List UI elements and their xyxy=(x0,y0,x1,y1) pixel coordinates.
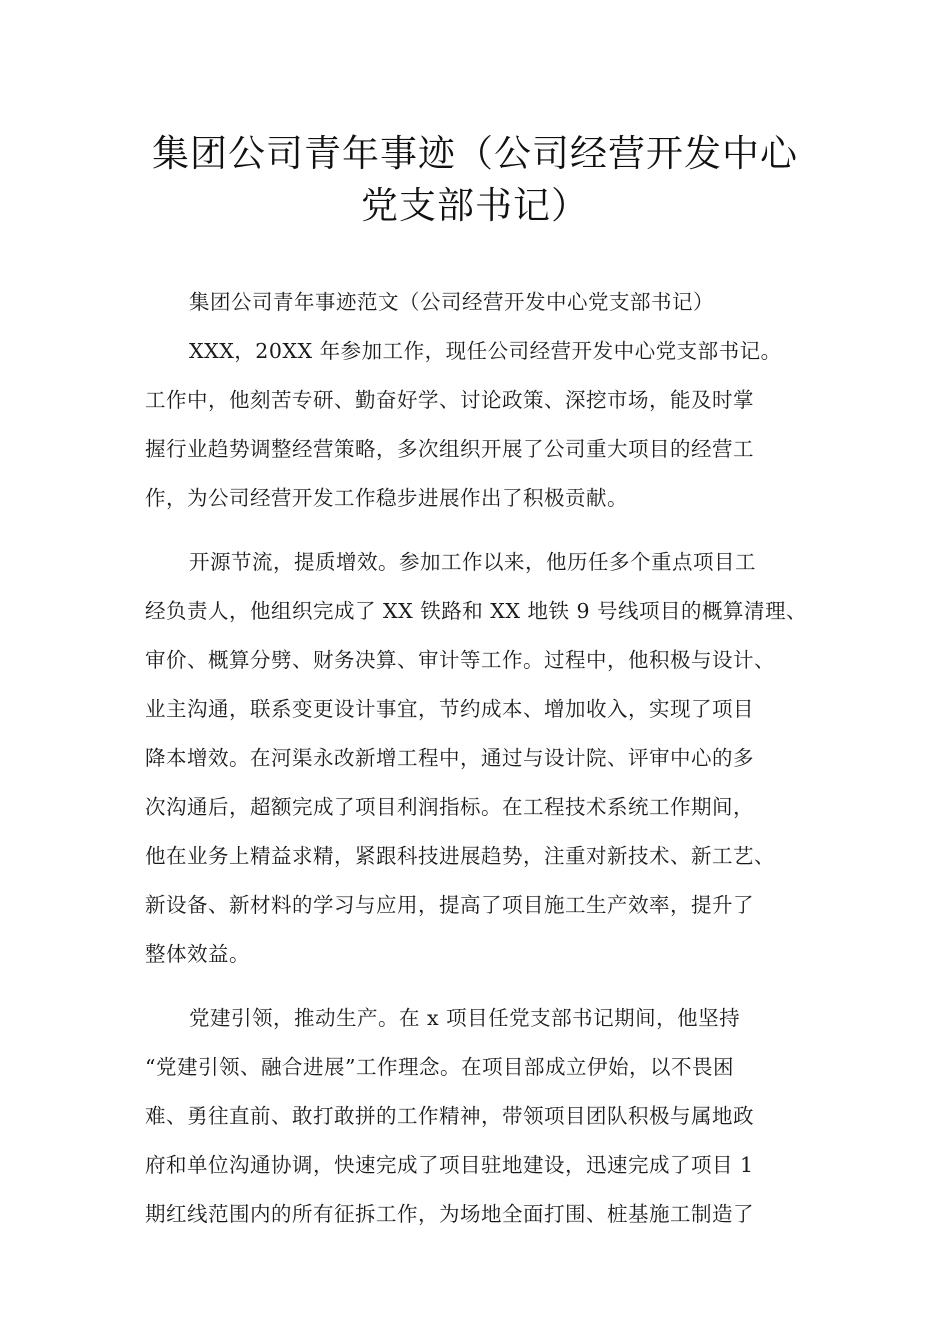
paragraph-1-line: 作，为公司经营开发工作稳步进展作出了积极贡献。 xyxy=(145,486,628,510)
paragraph-2-line: 降本增效。在河渠永改新增工程中，通过与设计院、评审中心的多 xyxy=(145,746,754,770)
title-line-2: 党支部书记） xyxy=(361,184,589,227)
paragraph-2-line: 次沟通后，超额完成了项目利润指标。在工程技术系统工作期间， xyxy=(145,795,754,819)
paragraph-3-line: 府和单位沟通协调，快速完成了项目驻地建设，迅速完成了项目 1 xyxy=(145,1153,754,1177)
paragraph-1-line: XXX，20XX 年参加工作，现任公司经营开发中心党支部书记。 xyxy=(189,339,782,363)
title-line-1: 集团公司青年事迹（公司经营开发中心 xyxy=(152,132,798,175)
document-body xyxy=(145,278,835,1239)
subtitle-line: 集团公司青年事迹范文（公司经营开发中心党支部书记） xyxy=(189,290,714,314)
paragraph-2-line: 业主沟通，联系变更设计事宜，节约成本、增加收入，实现了项目 xyxy=(145,697,754,721)
paragraph-2-line: 他在业务上精益求精，紧跟科技进展趋势，注重对新技术、新工艺、 xyxy=(145,844,775,868)
paragraph-1-line: 握行业趋势调整经营策略，多次组织开展了公司重大项目的经营工 xyxy=(145,437,754,461)
paragraph-1-line: 工作中，他刻苦专研、勤奋好学、讨论政策、深挖市场，能及时掌 xyxy=(145,388,754,412)
paragraph-3-line: “党建引领、融合进展”工作理念。在项目部成立伊始，以不畏困 xyxy=(145,1055,734,1079)
paragraph-3-line: 期红线范围内的所有征拆工作，为场地全面打围、桩基施工制造了 xyxy=(145,1202,754,1226)
paragraph-2-line: 开源节流，提质增效。参加工作以来，他历任多个重点项目工 xyxy=(189,550,756,574)
paragraph-2-line: 新设备、新材料的学习与应用，提高了项目施工生产效率，提升了 xyxy=(145,893,754,917)
paragraph-2-line: 经负责人，他组织完成了 XX 铁路和 XX 地铁 9 号线项目的概算清理、 xyxy=(145,599,808,623)
document-title xyxy=(100,128,850,232)
paragraph-3-line: 党建引领，推动生产。在 x 项目任党支部书记期间，他坚持 xyxy=(189,1006,741,1030)
paragraph-2-line: 审价、概算分劈、财务决算、审计等工作。过程中，他积极与设计、 xyxy=(145,648,775,672)
paragraph-3-line: 难、勇往直前、敢打敢拼的工作精神，带领项目团队积极与属地政 xyxy=(145,1104,754,1128)
paragraph-2-line: 整体效益。 xyxy=(145,942,250,966)
